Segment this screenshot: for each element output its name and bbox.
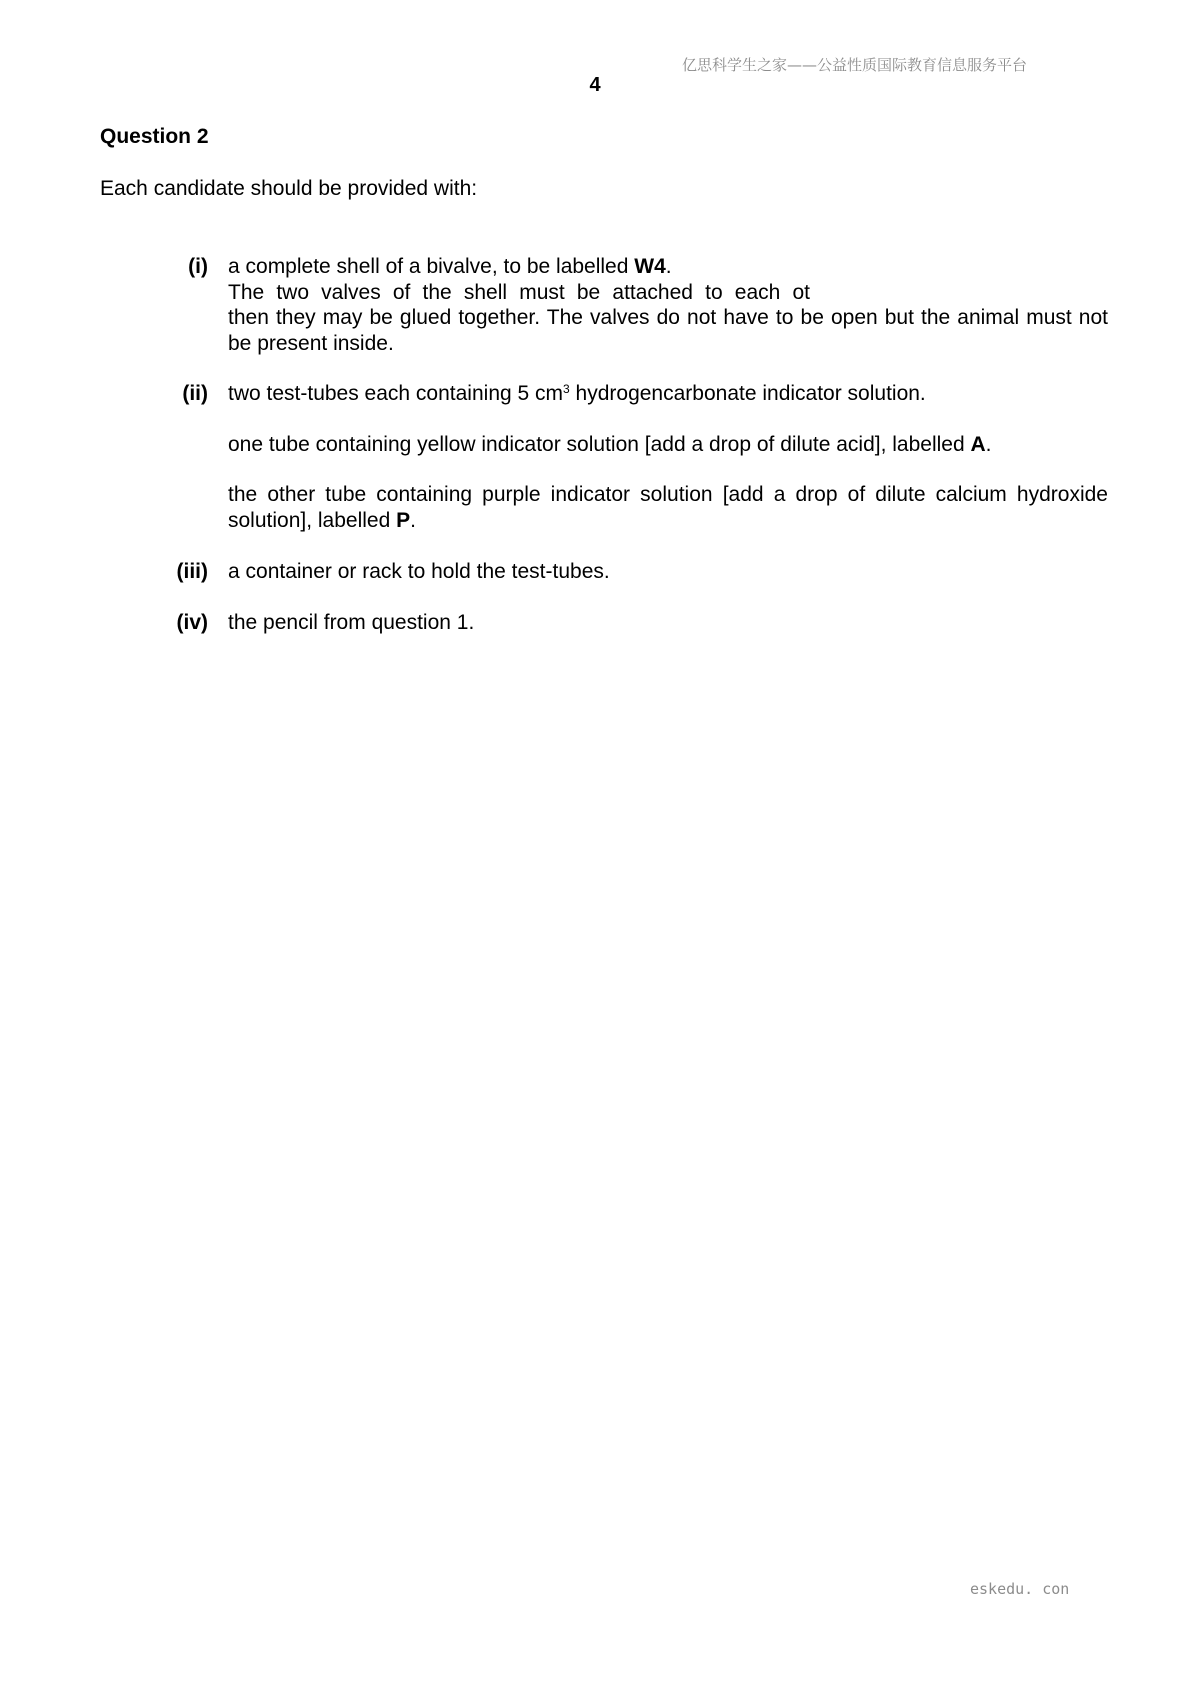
- item-paragraph: [228, 381, 1108, 407]
- item-text: a container or rack to hold the test-tubes.: [228, 560, 610, 583]
- watermark-footer: eskedu. con: [970, 1580, 1070, 1598]
- item-text-part: one tube containing yellow indicator solution [add a drop of dilute acid], labelled: [228, 432, 971, 456]
- label-bold: P: [396, 508, 411, 532]
- page-number: 4: [589, 74, 601, 96]
- item-number: (i): [188, 255, 208, 278]
- item-paragraph: [228, 482, 1108, 533]
- intro-text: Each candidate should be provided with:: [100, 177, 478, 200]
- question-title: Question 2: [100, 125, 209, 148]
- item-body: [228, 559, 1108, 585]
- label-bold: W4: [634, 255, 666, 278]
- item-text-part: .: [410, 508, 416, 532]
- item-text-line: The two valves of the shell must be attached to each ot: [228, 280, 810, 304]
- item-text-part: two test-tubes each containing 5 cm: [228, 382, 564, 405]
- superscript: 3: [563, 382, 570, 396]
- item-text: the pencil from question 1.: [228, 611, 475, 634]
- item-text: [228, 255, 672, 278]
- label-bold: A: [970, 432, 986, 456]
- item-text-part: hydrogencarbonate indicator solution.: [569, 382, 926, 405]
- item-body: [228, 254, 1108, 356]
- item-body: [228, 610, 1108, 636]
- item-number: (ii): [182, 382, 208, 405]
- watermark-header: 亿思科学生之家——公益性质国际教育信息服务平台: [682, 56, 1028, 74]
- item-number: (iii): [176, 560, 208, 583]
- item-text-part: a complete shell of a bivalve, to be labelled: [228, 255, 635, 278]
- item-number: (iv): [176, 611, 208, 634]
- item-text-part: the other tube containing purple indicator solution [add a drop of dilute calcium hydroxide solution], labelled: [228, 483, 1108, 532]
- item-text-part: .: [665, 255, 672, 278]
- item-text-part: .: [985, 432, 992, 456]
- item-paragraph: [228, 432, 1108, 458]
- item-body: [228, 381, 1108, 533]
- item-text: then they may be glued together. The valves do not have to be open but the animal must not be present inside.: [228, 306, 1108, 355]
